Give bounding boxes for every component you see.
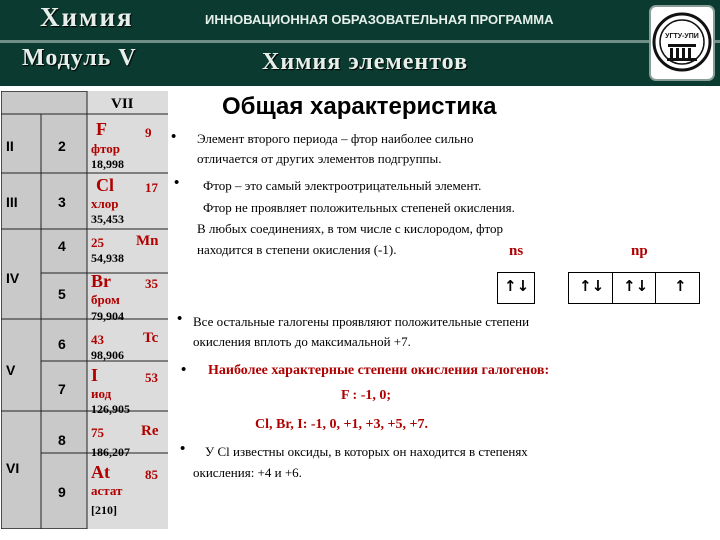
electron-pair-icon: ↑↓: [623, 277, 649, 295]
element-symbol: Br: [91, 271, 111, 291]
bullet-marker: •: [177, 311, 183, 327]
period-number: 5: [58, 286, 66, 302]
element-symbol: F: [96, 119, 107, 139]
atomic-mass: 54,938: [91, 251, 124, 265]
table-row-label: IV: [6, 270, 20, 286]
orbital-divider: [612, 273, 613, 303]
orbital-box-s: [497, 272, 535, 304]
paragraph-line: находится в степени окисления (-1).: [197, 242, 397, 257]
logo-text: УГТУ-УПИ: [665, 33, 699, 40]
paragraph-line: Фтор – это самый электроотрицательный элемент.: [203, 178, 482, 193]
electron-pair-icon: ↑↓: [579, 277, 605, 295]
bullet-marker: •: [181, 362, 187, 378]
header-divider: [0, 40, 720, 43]
atomic-number: 75: [91, 425, 104, 440]
atomic-number: 43: [91, 332, 104, 347]
element-name: фтор: [91, 141, 120, 156]
period-number: 6: [58, 336, 66, 352]
program-title: ИННОВАЦИОННАЯ ОБРАЗОВАТЕЛЬНАЯ ПРОГРАММА: [205, 12, 554, 27]
group-label: VII: [111, 96, 134, 112]
paragraph-line: У Cl известны оксиды, в которых он находится в степенях: [205, 444, 528, 459]
period-number: 3: [58, 194, 66, 210]
paragraph-line: Все остальные галогены проявляют положительные степени: [193, 314, 530, 329]
orbital-label-ns: ns: [509, 243, 524, 259]
period-number: 8: [58, 432, 66, 448]
element-name: бром: [91, 292, 120, 307]
element-symbol: At: [91, 462, 110, 482]
element-name: хлор: [91, 196, 119, 211]
period-number: 4: [58, 238, 66, 254]
paragraph-line: F : -1, 0;: [341, 388, 392, 403]
topic-title: Химия элементов: [262, 49, 469, 75]
atomic-mass: 79,904: [91, 309, 124, 323]
period-number: 9: [58, 484, 66, 500]
bullet-marker: •: [180, 441, 186, 457]
paragraph-line: Наиболее характерные степени окисления галогенов:: [208, 363, 550, 378]
atomic-number: 53: [145, 370, 158, 385]
element-name: астат: [91, 483, 123, 498]
atomic-number: 9: [145, 125, 152, 140]
module-title: Модуль V: [22, 45, 137, 71]
element-symbol: Tc: [143, 330, 159, 346]
electron-single-icon: ↑: [674, 277, 687, 295]
orbital-box-p: [568, 272, 700, 304]
paragraph-line: окисления: +4 и +6.: [193, 465, 302, 480]
table-row-label: V: [6, 362, 16, 378]
atomic-number: 25: [91, 235, 104, 250]
periodic-table-fragment: [1, 91, 168, 529]
element-symbol: Mn: [136, 233, 159, 249]
table-row-label: II: [6, 138, 14, 154]
element-name: иод: [91, 386, 112, 401]
table-row-label: III: [6, 194, 18, 210]
atomic-mass: 18,998: [91, 157, 124, 171]
paragraph-line: отличается от других элементов подгруппы.: [197, 151, 442, 166]
atomic-mass: 186,207: [91, 445, 130, 459]
atomic-number: 85: [145, 467, 158, 482]
orbital-divider: [655, 273, 656, 303]
paragraph-line: Фтор не проявляет положительных степеней окисления.: [203, 200, 515, 215]
atomic-mass: 126,905: [91, 402, 130, 416]
bullet-marker: •: [174, 175, 180, 191]
atomic-number: 17: [145, 180, 158, 195]
element-symbol: Re: [141, 423, 159, 439]
paragraph-line: В любых соединениях, в том числе с кислородом, фтор: [197, 221, 504, 236]
bullet-marker: •: [171, 129, 177, 145]
period-number: 2: [58, 138, 66, 154]
element-symbol: I: [91, 365, 99, 385]
course-title: Химия: [40, 2, 134, 32]
paragraph-line: Cl, Br, I: -1, 0, +1, +3, +5, +7.: [255, 417, 428, 432]
atomic-mass: 35,453: [91, 212, 124, 226]
orbital-label-np: np: [631, 243, 648, 259]
element-symbol: Cl: [96, 175, 114, 195]
university-logo: [648, 4, 716, 82]
atomic-number: 35: [145, 276, 158, 291]
atomic-mass: 98,906: [91, 348, 124, 362]
atomic-mass: [210]: [91, 503, 117, 517]
slide-title: Общая характеристика: [222, 93, 497, 120]
period-number: 7: [58, 381, 66, 397]
electron-pair-icon: ↑↓: [504, 277, 530, 295]
paragraph-line: окисления вплоть до максимальной +7.: [193, 334, 411, 349]
paragraph-line: Элемент второго периода – фтор наиболее сильно: [197, 131, 474, 146]
table-row-label: VI: [6, 460, 20, 476]
